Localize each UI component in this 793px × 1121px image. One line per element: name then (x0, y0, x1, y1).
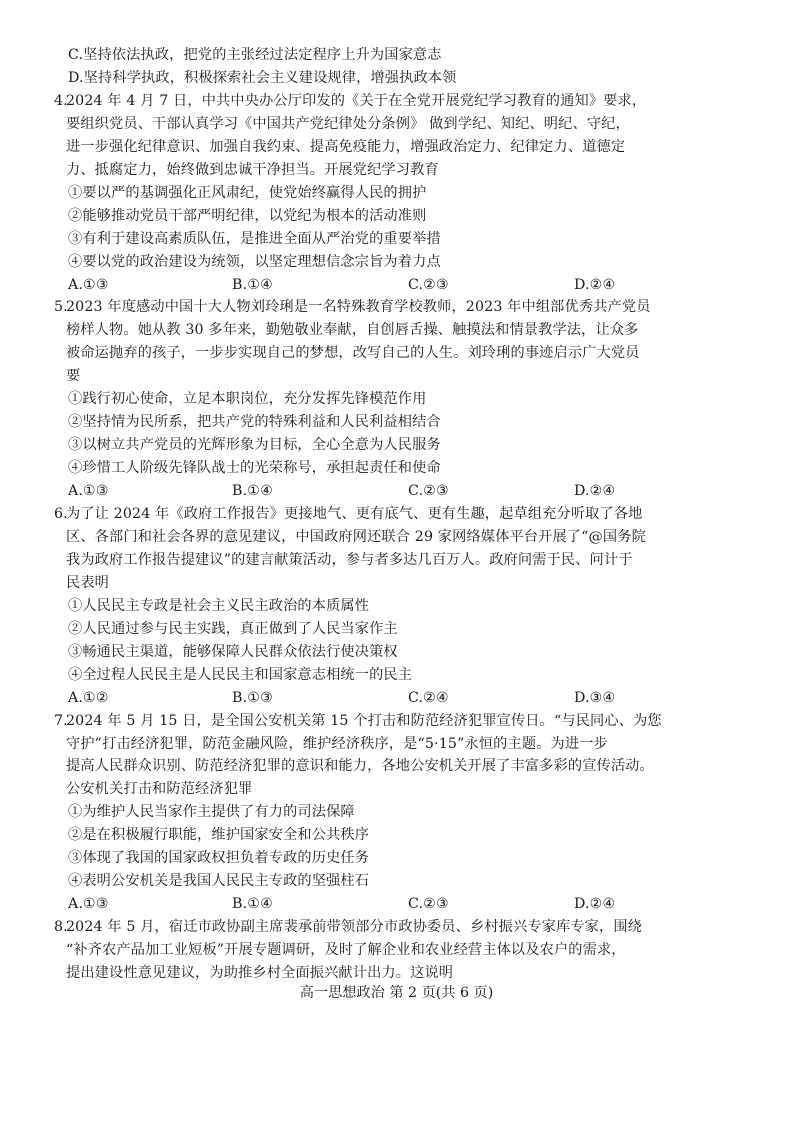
question-stem-line: “补齐农产品加工业短板”开展专题调研，及时了解企业和农业经营主体以及农户的需求， (66, 942, 626, 959)
question-stem-line: 2024 年 5 月，宿迁市政协副主席裴承前带领部分市政协委员、乡村振兴专家库专家，围绕 (66, 919, 643, 936)
question-number: 5. (54, 299, 68, 316)
statement-line: ③畅通民主渠道，能够保障人民群众依法行使决策权 (68, 643, 398, 660)
answer-option: C.②④ (408, 689, 449, 706)
answer-option: D.②④ (574, 276, 616, 293)
answer-option: D.②④ (574, 896, 616, 913)
question-stem-line: 被命运抛弃的孩子，一步步实现自己的梦想，改写自己的人生。刘玲琍的事迹启示广大党员 (66, 345, 640, 362)
question-number: 8. (54, 919, 68, 936)
statement-line: ①践行初心使命，立足本职岗位，充分发挥先锋模范作用 (68, 391, 427, 408)
question-stem-line: 进一步强化纪律意识、加强自我约束、提高免疫能力，增强政治定力、纪律定力、道德定 (66, 138, 626, 155)
statement-line: ③以树立共产党员的光辉形象为目标，全心全意为人民服务 (68, 437, 441, 454)
statement-line: ①要以严的基调强化正风肃纪，使党始终赢得人民的拥护 (68, 184, 427, 201)
statement-line: ①人民民主专政是社会主义民主政治的本质属性 (68, 597, 370, 614)
statement-line: ③体现了我国的国家政权担负着专政的历史任务 (68, 850, 370, 867)
question-stem-line: 榜样人物。她从教 30 多年来，勤勉敬业奉献，自创唇舌操、触摸法和情景教学法，让众多 (66, 322, 639, 339)
answer-option: B.①④ (232, 483, 273, 500)
answer-option: A.①③ (68, 896, 109, 913)
answer-option: B.①④ (232, 896, 273, 913)
answer-option: A.①③ (68, 276, 109, 293)
question-stem-line: 为了让 2024 年《政府工作报告》更接地气、更有底气、更有生趣，起草组充分听取了各地 (66, 506, 643, 522)
statement-line: ③有利于建设高素质队伍，是推进全面从严治党的重要举措 (68, 230, 441, 247)
question-stem-line: 民表明 (66, 574, 110, 591)
statement-line: ④全过程人民民主是人民民主和国家意志相统一的民主 (68, 666, 413, 683)
question-stem-line: 提高人民群众识别、防范经济犯罪的意识和能力，各地公安机关开展了丰富多彩的宣传活动。 (66, 758, 654, 775)
answer-option: C.②③ (408, 276, 449, 293)
question-stem-line: 守护”打击经济犯罪，防范金融风险，维护经济秩序，是“5·15”永恒的主题。为进一步 (66, 735, 608, 752)
question-stem-line: 我为政府工作报告提建议”的建言献策活动，参与者多达几百万人。政府问需于民、问计于 (66, 551, 633, 568)
statement-line: ④要以党的政治建设为统领，以坚定理想信念宗旨为着力点 (68, 253, 441, 270)
page-footer: 高一思想政治 第 2 页(共 6 页) (299, 985, 494, 1001)
question-stem-line: 力、抵腐定力，始终做到忠诚干净担当。开展党纪学习教育 (66, 161, 439, 178)
question-stem-line: 2024 年 5 月 15 日，是全国公安机关第 15 个打击和防范经济犯罪宣传日。“与民同心、为您 (66, 712, 662, 729)
question-stem-line: 要组织党员、干部认真学习《中国共产党纪律处分条例》 做到学纪、知纪、明纪、守纪， (66, 115, 630, 132)
statement-line: ①为维护人民当家作主提供了有力的司法保障 (68, 804, 355, 821)
statement-line: ②坚持情为民所系，把共产党的特殊利益和人民利益相结合 (68, 414, 441, 431)
answer-option: A.①③ (68, 483, 109, 500)
statement-line: ②人民通过参与民主实践，真正做到了人民当家作主 (68, 620, 398, 637)
answer-option: B.①④ (232, 276, 273, 293)
question-stem-line: 2023 年度感动中国十大人物刘玲琍是一名特殊教育学校教师，2023 年中组部优秀共产党员 (66, 299, 651, 316)
answer-option: A.①② (68, 689, 109, 706)
statement-line: ④表明公安机关是我国人民民主专政的坚强柱石 (68, 873, 370, 890)
question-stem-line: 公安机关打击和防范经济犯罪 (66, 781, 253, 798)
q3-option-line: C.坚持依法执政，把党的主张经过法定程序上升为国家意志 (68, 47, 442, 63)
q3-option-line: D.坚持科学执政，积极探索社会主义建设规律，增强执政本领 (68, 69, 457, 86)
answer-option: C.②③ (408, 483, 449, 500)
question-number: 6. (54, 506, 68, 522)
question-number: 4. (54, 92, 68, 109)
question-number: 7. (54, 712, 68, 729)
answer-option: D.②④ (574, 483, 616, 500)
answer-option: D.③④ (574, 689, 616, 706)
question-stem-line: 区、各部门和社会各界的意见建议，中国政府网还联合 29 家网络媒体平台开展了“@国务院 (66, 528, 646, 545)
answer-option: C.②③ (408, 896, 449, 913)
question-stem-line: 2024 年 4 月 7 日，中共中央办公厅印发的《关于在全党开展党纪学习教育的通知》要求， (66, 92, 647, 109)
statement-line: ②是在积极履行职能，维护国家安全和公共秩序 (68, 827, 370, 844)
statement-line: ④珍惜工人阶级先锋队战士的光荣称号，承担起责任和使命 (68, 460, 441, 477)
question-stem-line: 提出建设性意见建议，为助推乡村全面振兴献计出力。这说明 (66, 965, 454, 981)
statement-line: ②能够推动党员干部严明纪律，以党纪为根本的活动准则 (68, 207, 427, 224)
question-stem-line: 要 (66, 368, 81, 385)
answer-option: B.①③ (232, 689, 273, 706)
